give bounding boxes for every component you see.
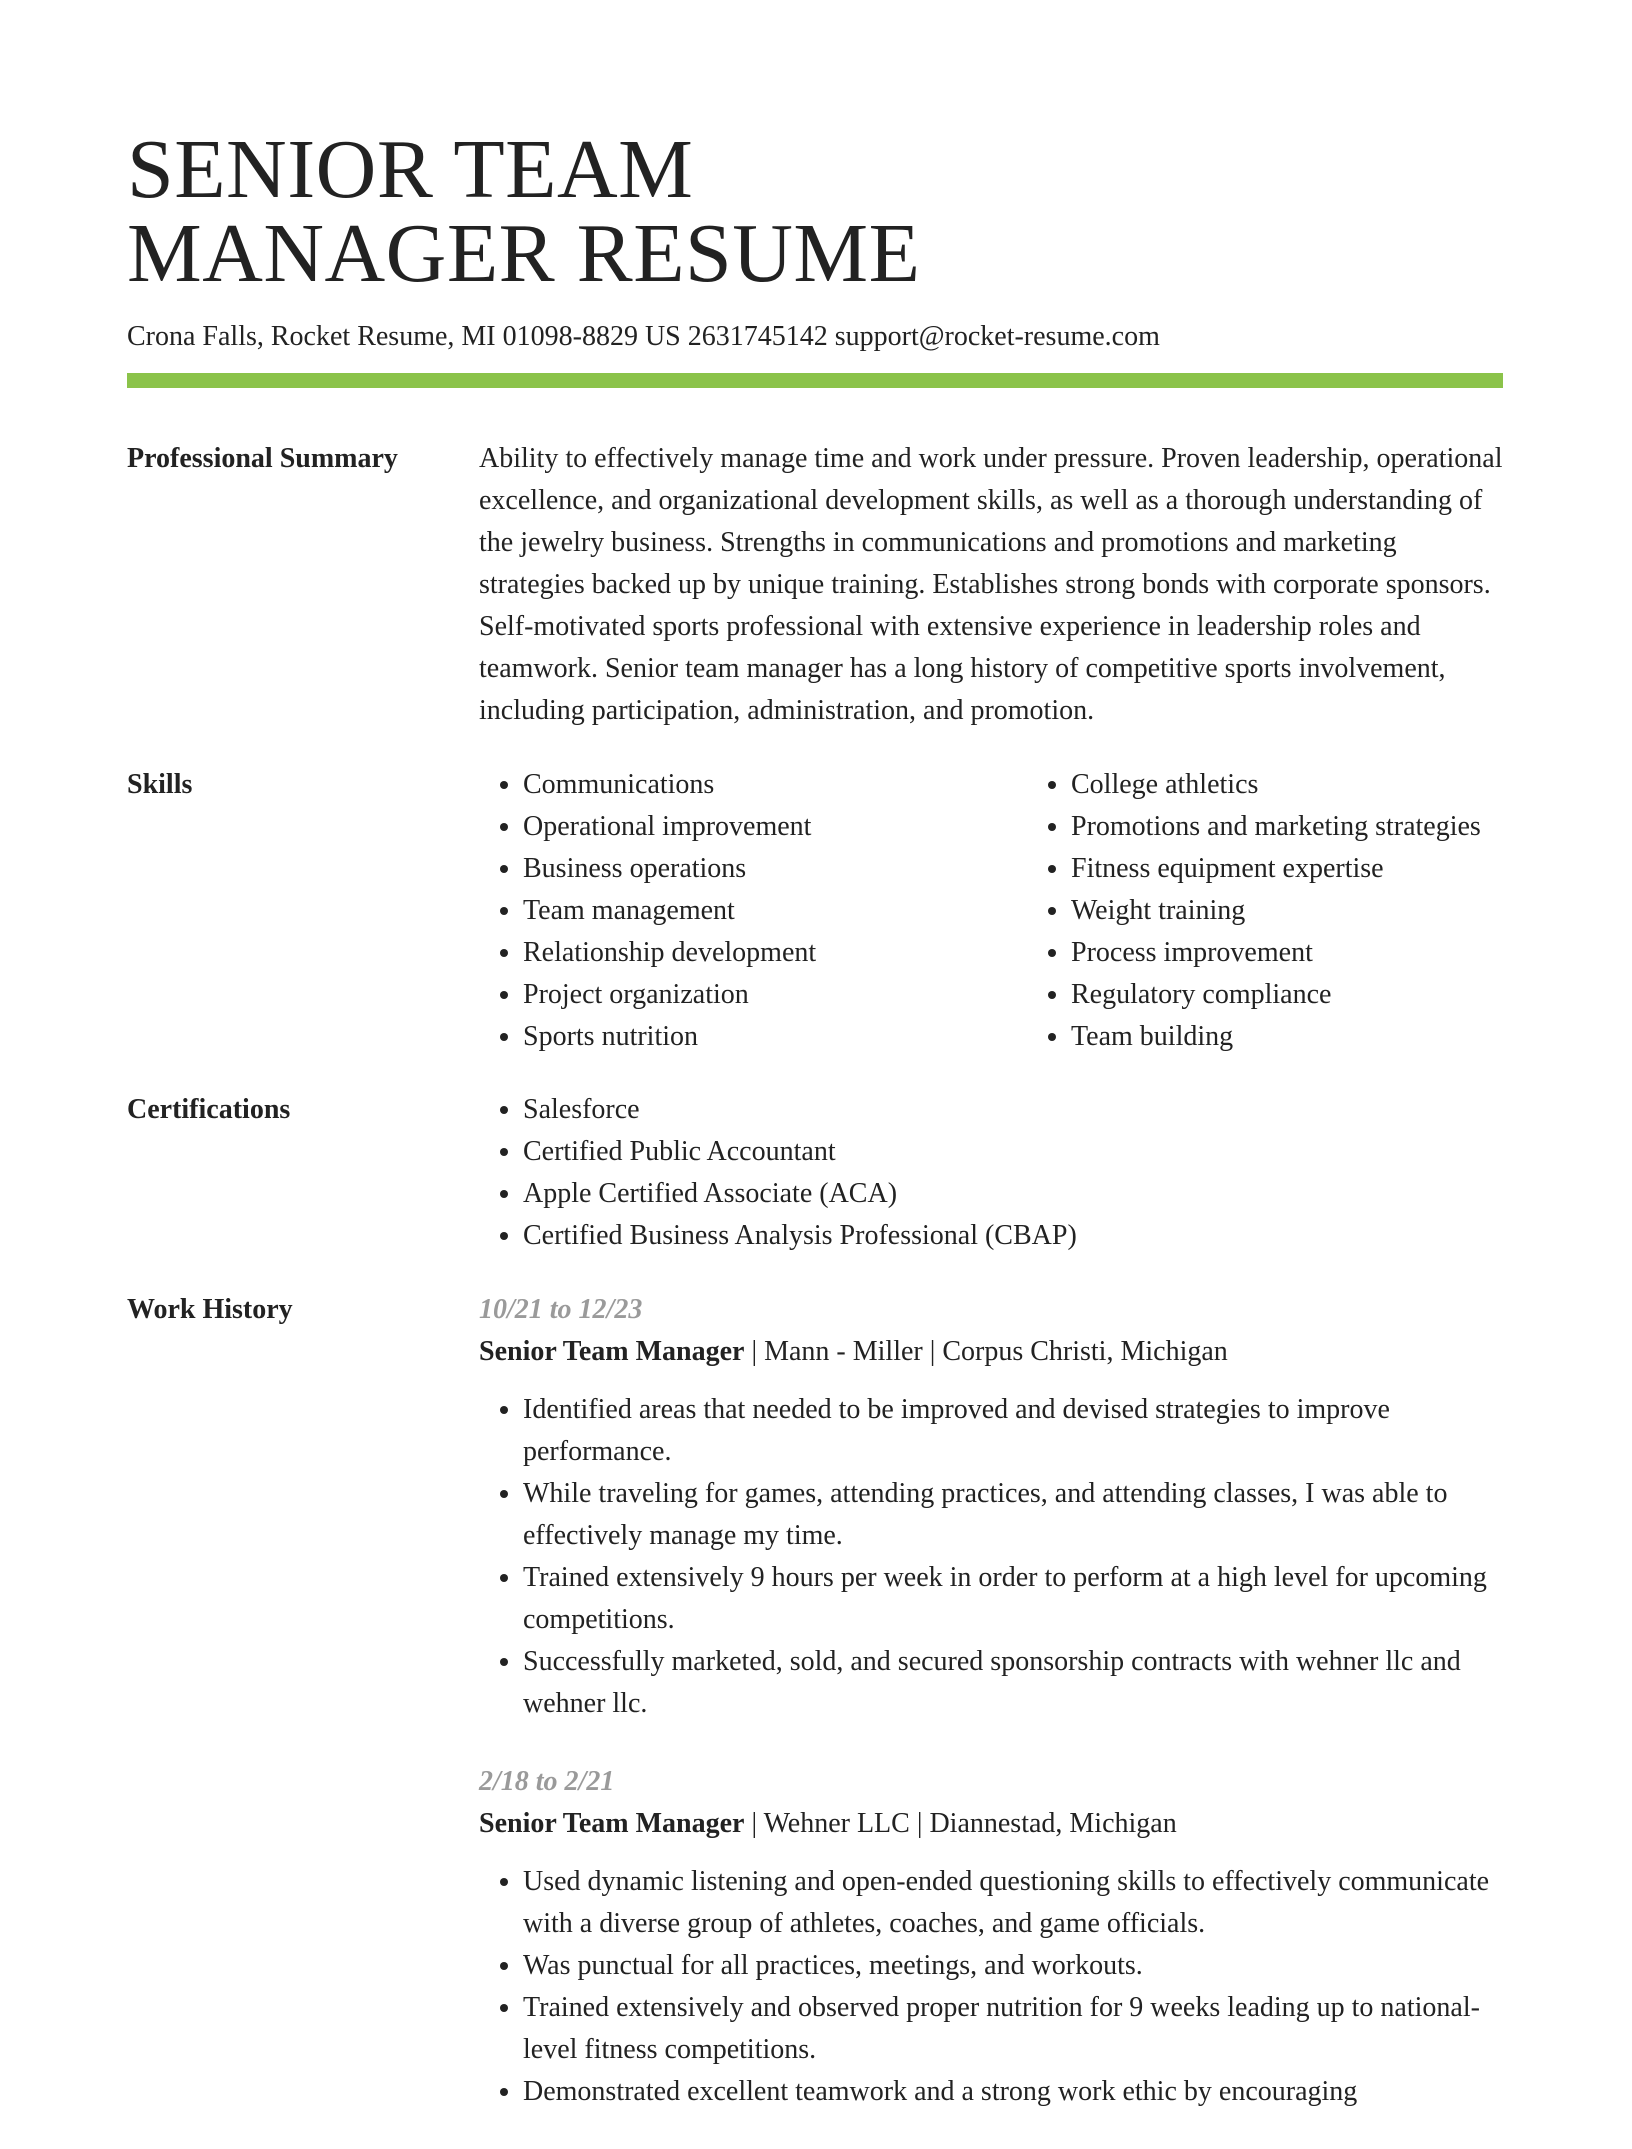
summary-text: Ability to effectively manage time and work under pressure. Proven leadership, operational excellence, and organizational development skills, as well as a thorough understanding of the jewelry business. Strengths in communications and promotions and marketing strategies backed up by unique training. Establishes strong bonds with corporate sponsors. Self-motivated sports professional with extensive experience in leadership roles and teamwork. Senior team manager has a long history of competitive sports involvement, including participation, administration, and promotion.	[479, 443, 1503, 726]
job-title: Senior Team Manager	[479, 1808, 745, 1839]
title-line-2: MANAGER RESUME	[127, 207, 921, 300]
job-dates: 10/21 to 12/23	[479, 1294, 643, 1325]
job-details: | Mann - Miller | Corpus Christi, Michigan	[744, 1336, 1228, 1367]
job-bullet: • While traveling for games, attending practices, and attending classes, I was able to effectively manage my time.	[523, 1473, 1503, 1557]
job-details: | Wehner LLC | Diannestad, Michigan	[744, 1808, 1177, 1839]
contact-info: Crona Falls, Rocket Resume, MI 01098-8829 US 2631745142 support@rocket-resume.com	[127, 321, 1160, 352]
certifications-heading: Certifications	[127, 1094, 291, 1125]
skill-item: • Weight training	[1071, 890, 1575, 932]
job-bullet: • Was punctual for all practices, meetings, and workouts.	[523, 1945, 1503, 1987]
job-bullet: • Identified areas that needed to be improved and devised strategies to improve performance.	[523, 1389, 1503, 1473]
skills-list-left	[479, 764, 1027, 1058]
skills-heading: Skills	[127, 769, 193, 800]
job-dates: 2/18 to 2/21	[479, 1766, 615, 1797]
skill-item: • Fitness equipment expertise	[1071, 848, 1575, 890]
certification-item: • Apple Certified Associate (ACA)	[523, 1173, 1503, 1215]
resume-title	[127, 0, 1503, 300]
skill-item: • Business operations	[523, 848, 1027, 890]
accent-divider	[127, 373, 1503, 388]
skill-item: • Regulatory compliance	[1071, 974, 1575, 1016]
work-history-heading: Work History	[127, 1294, 293, 1325]
skill-item: • Relationship development	[523, 932, 1027, 974]
job-bullet: • Demonstrated excellent teamwork and a strong work ethic by encouraging	[523, 2071, 1503, 2113]
certifications-list	[479, 1089, 1503, 1257]
job-bullet: • Trained extensively 9 hours per week in order to perform at a high level for upcoming competitions.	[523, 1557, 1503, 1641]
skill-item: • Promotions and marketing strategies	[1071, 806, 1575, 848]
skill-item: • Sports nutrition	[523, 1016, 1027, 1058]
title-line-1: SENIOR TEAM	[127, 123, 694, 216]
job-bullets	[479, 1861, 1503, 2113]
skills-section	[127, 764, 1503, 1058]
skill-item: • College athletics	[1071, 764, 1575, 806]
skill-item: • Process improvement	[1071, 932, 1575, 974]
job-bullet: • Successfully marketed, sold, and secured sponsorship contracts with wehner llc and wehner llc.	[523, 1641, 1503, 1725]
skill-item: • Operational improvement	[523, 806, 1027, 848]
certification-item: • Salesforce	[523, 1089, 1503, 1131]
resume-page	[127, 0, 1503, 2149]
skill-item: • Team building	[1071, 1016, 1575, 1058]
skill-item: • Team management	[523, 890, 1027, 932]
certifications-section	[127, 1089, 1503, 1257]
job-title: Senior Team Manager	[479, 1336, 745, 1367]
skills-list-right	[1027, 764, 1575, 1058]
summary-section	[127, 438, 1503, 732]
job-entry	[479, 1761, 1503, 2113]
certification-item: • Certified Public Accountant	[523, 1131, 1503, 1173]
job-entry	[479, 1289, 1503, 1725]
certification-item: • Certified Business Analysis Professional (CBAP)	[523, 1215, 1503, 1257]
work-history-section	[127, 1289, 1503, 2149]
job-bullets	[479, 1389, 1503, 1725]
job-bullet: • Trained extensively and observed proper nutrition for 9 weeks leading up to national-level fitness competitions.	[523, 1987, 1503, 2071]
summary-heading: Professional Summary	[127, 443, 398, 474]
job-header	[479, 1803, 1503, 1845]
skill-item: • Project organization	[523, 974, 1027, 1016]
job-bullet: • Used dynamic listening and open-ended questioning skills to effectively communicate with a diverse group of athletes, coaches, and game officials.	[523, 1861, 1503, 1945]
skill-item: • Communications	[523, 764, 1027, 806]
job-header	[479, 1331, 1503, 1373]
